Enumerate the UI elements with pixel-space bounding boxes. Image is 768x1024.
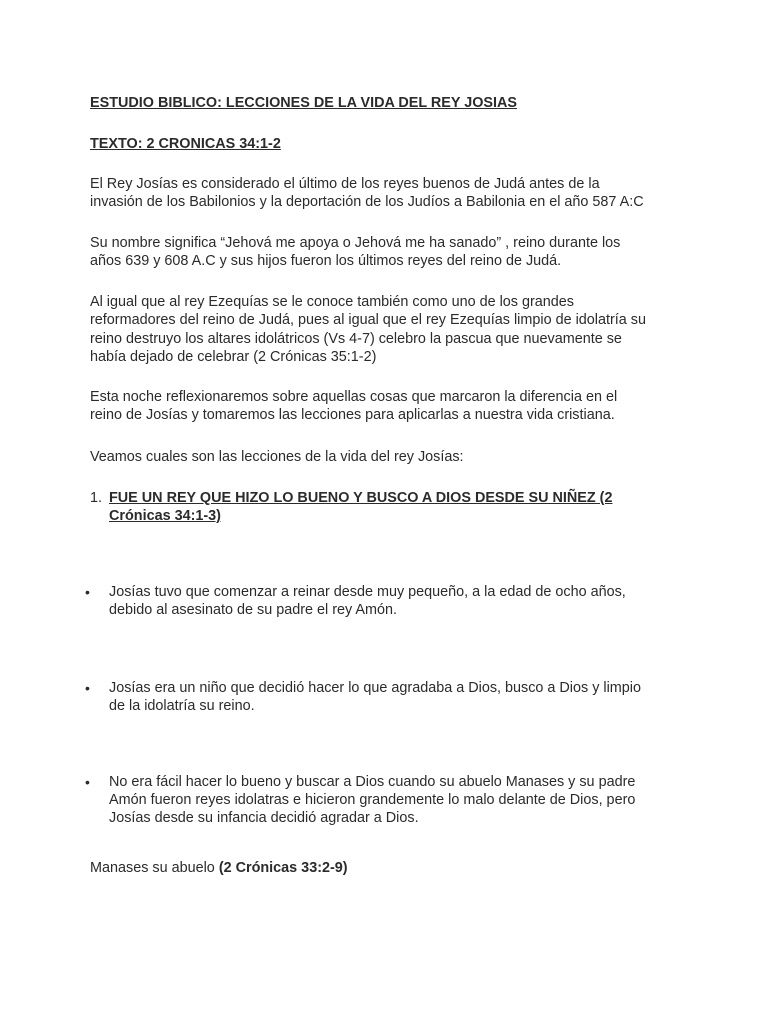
bullet-line: Amón fueron reyes idolatras e hicieron grandemente lo malo delante de Dios, pero [109,792,636,808]
bullet-line: de la idolatría su reino. [109,698,255,714]
list-item-heading [109,489,669,525]
bullet-line: Josías era un niño que decidió hacer lo que agradaba a Dios, busco a Dios y limpio [109,680,641,696]
paragraph-line: invasión de los Babilonios y la deportación de los Judíos a Babilonia en el año 587 A:C [90,194,644,211]
paragraph-reflection [90,388,690,425]
bullet-text [109,679,669,715]
paragraph-line: reino destruyo los altares idolátricos (Vs 4-7) celebro la pascua que nuevamente se [90,330,622,347]
list-number: 1. [90,490,103,506]
paragraph-line: Esta noche reflexionaremos sobre aquellas cosas que marcaron la diferencia en el [90,389,618,405]
scripture-reference: TEXTO: 2 CRONICAS 34:1-2 [90,136,281,152]
bullet-line: debido al asesinato de su padre el rey Amón. [109,602,398,618]
paragraph-line: reino de Josías y tomaremos las lecciones para aplicarlas a nuestra vida cristiana. [90,407,615,424]
paragraph-line: reformadores del reino de Judá, pues al igual que el rey Ezequías limpio de idolatría su [90,312,646,329]
list-item-line: Crónicas 34:1-3) [109,508,221,524]
paragraph-reformer [90,293,710,367]
document-title: ESTUDIO BIBLICO: LECCIONES DE LA VIDA DEL REY JOSIAS [90,95,517,111]
paragraph-line: años 639 y 608 A.C y sus hijos fueron los últimos reyes del reino de Judá. [90,253,562,270]
final-line-text: Manases su abuelo [90,860,219,876]
bullet-line: Josías desde su infancia decidió agradar a Dios. [109,810,419,826]
bullet-text [109,773,669,827]
bullet-line: No era fácil hacer lo bueno y buscar a Dios cuando su abuelo Manases y su padre [109,774,636,790]
paragraph-intro [90,175,690,212]
paragraph-line: Al igual que al rey Ezequías se le conoce también como uno de los grandes [90,294,574,310]
bullet-dot-icon: • [85,774,90,790]
final-line-reference: (2 Crónicas 33:2-9) [218,860,348,876]
paragraph-lessons-intro [90,448,690,466]
paragraph-name-meaning [90,234,690,271]
bullet-text [109,583,669,619]
bullet-dot-icon: • [85,584,90,600]
paragraph-line: El Rey Josías es considerado el último de los reyes buenos de Judá antes de la [90,176,600,192]
bullet-dot-icon: • [85,680,90,696]
final-line [90,859,690,877]
paragraph-line: Veamos cuales son las lecciones de la vida del rey Josías: [90,449,464,465]
list-item-line: FUE UN REY QUE HIZO LO BUENO Y BUSCO A DIOS DESDE SU NIÑEZ (2 [109,490,613,506]
bullet-line: Josías tuvo que comenzar a reinar desde muy pequeño, a la edad de ocho años, [109,584,626,600]
paragraph-line: Su nombre significa “Jehová me apoya o Jehová me ha sanado” , reino durante los [90,235,621,251]
paragraph-line: había dejado de celebrar (2 Crónicas 35:1-2) [90,349,377,366]
